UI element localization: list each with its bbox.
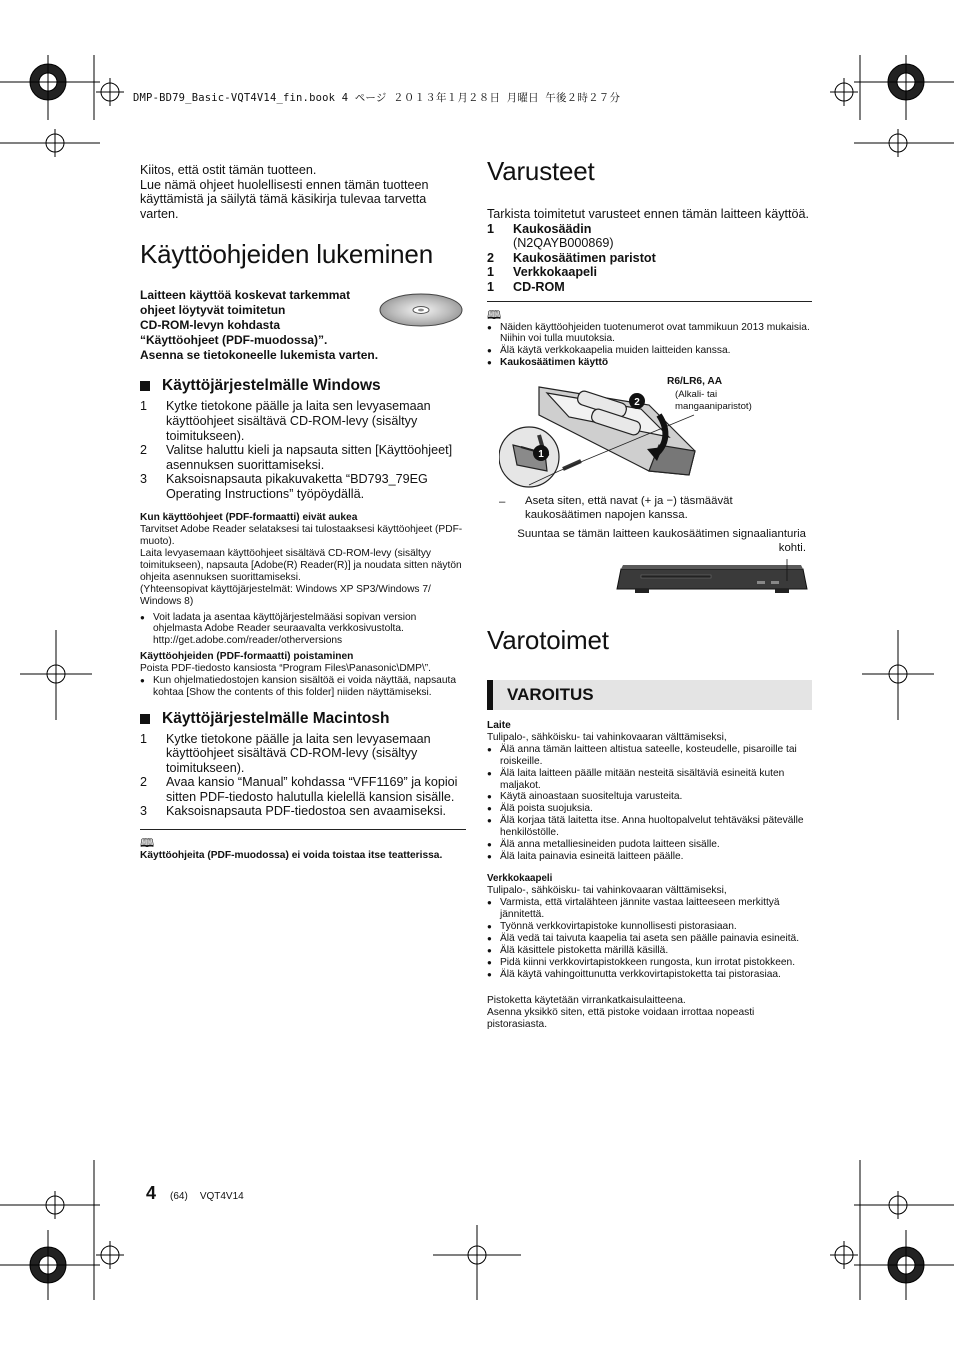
accessory-item <box>487 265 812 280</box>
step-text: Kytke tietokone päälle ja laita sen levyasemaan käyttöohjeet sisältävä CD-ROM-levy (sisältyy toimitukseen). <box>166 731 431 775</box>
bullet-text: Älä poista suojuksia. <box>500 803 593 815</box>
step-1-label: 1 <box>538 449 544 461</box>
bluray-player-icon <box>615 559 809 601</box>
bullet-icon: ● <box>487 851 492 861</box>
step-number: 2 <box>140 775 148 790</box>
open-fail-title: Kun käyttöohjeet (PDF-formaatti) eivät aukea <box>140 511 358 523</box>
mac-steps <box>140 732 466 820</box>
divider <box>140 829 466 830</box>
open-fail-bullets <box>140 612 466 647</box>
list-item <box>487 815 812 839</box>
battery-type: R6/LR6, AA <box>667 376 723 388</box>
warning-band <box>487 680 812 710</box>
windows-steps <box>140 399 466 501</box>
step-number: 1 <box>140 399 148 414</box>
bullet-icon: ● <box>140 675 145 685</box>
cable-bullets <box>487 897 812 981</box>
left-column <box>140 163 466 862</box>
list-item <box>487 921 812 933</box>
list-item <box>487 744 812 768</box>
bullet-text: Älä laita painavia esineitä laitteen päälle. <box>500 850 684 862</box>
bullet-icon: ● <box>487 933 492 943</box>
device-intro: Tulipalo-, sähköisku- tai vahinkovaaran välttämiseksi, <box>487 732 727 744</box>
remove-text: Poista PDF-tiedosto kansiosta “Program Files\Panasonic\DMP\”. <box>140 662 432 674</box>
accessory-name: Kaukosäätimen paristot <box>513 250 656 265</box>
precautions-title: Varotoimet <box>487 625 609 656</box>
bullet-text: Älä vedä tai taivuta kaapelia tai aseta sen päälle painavia esineitä. <box>500 932 800 944</box>
windows-step <box>140 472 466 501</box>
bullet-icon: ● <box>487 957 492 967</box>
bullet-icon: ● <box>487 804 492 814</box>
bullet-text: Käytä ainoastaan suositeltuja varusteita. <box>500 791 683 803</box>
accessory-qty: 1 <box>487 279 495 294</box>
list-item <box>487 345 812 357</box>
lead-line-2: ohjeet löytyvät toimitetun <box>140 303 286 318</box>
bullet-text: Näiden käyttöohjeiden tuotenumerot ovat tammikuun 2013 mukaisia. Niihin voi tulla muutoksia. <box>500 321 810 345</box>
mac-heading-text: Käyttöjärjestelmälle Macintosh <box>162 709 390 727</box>
manual-lead <box>140 288 466 363</box>
bullet-text: Pidä kiinni verkkovirtapistokkeen rungosta, kun irrotat pistokkeen. <box>500 956 796 968</box>
list-item <box>487 357 812 369</box>
mac-step <box>140 775 466 804</box>
bullet-icon: ● <box>487 816 492 826</box>
accessory-item <box>487 251 812 266</box>
list-item <box>487 897 812 921</box>
bullet-icon: ● <box>487 897 492 907</box>
bullet-icon: ● <box>487 792 492 802</box>
bullet-icon: ● <box>487 945 492 955</box>
lead-line-4: “Käyttöohjeet (PDF-muodossa)”. <box>140 333 328 348</box>
heading-square-icon <box>140 381 150 391</box>
device-bullets <box>487 744 812 863</box>
lead-line-5: Asenna se tietokoneelle lukemista varten. <box>140 348 379 363</box>
step-number: 1 <box>140 731 148 746</box>
note-book-icon: 🕮 <box>140 836 155 851</box>
windows-step <box>140 443 466 472</box>
remote-use-title: Kaukosäätimen käyttö <box>500 357 609 369</box>
bullet-text: Älä anna metalliesineiden pudota laitteen sisälle. <box>500 838 720 850</box>
accessory-qty: 2 <box>487 250 495 265</box>
remote-battery-icon <box>499 375 699 489</box>
polarity-note <box>487 495 812 522</box>
mac-step <box>140 732 466 776</box>
aim-note: Suuntaa se tämän laitteen kaukosäätimen signaalianturia kohti. <box>517 528 806 554</box>
bullet-text: Kun ohjelmatiedostojen kansion sisältöä ei voida näyttää, napsauta kohtaa [Show the contents of this folder] niiden näyttämiseksi. <box>153 674 456 698</box>
accessory-notes <box>487 322 812 370</box>
windows-heading <box>140 377 466 395</box>
bullet-icon: ● <box>487 969 492 979</box>
device-title: Laite <box>487 720 511 732</box>
bullet-text: Älä käytä verkkokaapelia muiden laitteiden kanssa. <box>500 345 731 357</box>
step-text: Kytke tietokone päälle ja laita sen levyasemaan käyttöohjeet sisältävä CD-ROM-levy (sisältyy toimitukseen). <box>166 399 431 443</box>
list-item <box>487 933 812 945</box>
accessory-qty: 1 <box>487 221 495 236</box>
accessories-title: Varusteet <box>487 156 595 186</box>
list-item <box>487 803 812 815</box>
bullet-text: Älä korjaa tätä laitetta itse. Anna huoltopalvelut tehtäväksi pätevälle henkilöstölle. <box>500 815 804 839</box>
accessory-name: Kaukosäädin <box>513 221 592 236</box>
step-2-label: 2 <box>634 397 640 409</box>
bullet-text: Älä käsittele pistoketta märillä käsillä. <box>500 944 669 956</box>
accessory-list <box>487 222 812 295</box>
bullet-icon: ● <box>487 346 492 356</box>
warning-bar <box>487 680 493 710</box>
manual-title: Käyttöohjeiden lukeminen <box>140 239 433 270</box>
page-ref: (64) <box>170 1191 188 1202</box>
bullet-icon: ● <box>487 358 492 368</box>
windows-heading-text: Käyttöjärjestelmälle Windows <box>162 377 381 395</box>
bullet-icon: ● <box>487 921 492 931</box>
remove-title: Käyttöohjeiden (PDF-formaatti) poistaminen <box>140 650 354 662</box>
bullet-icon: ● <box>487 839 492 849</box>
cable-intro: Tulipalo-, sähköisku- tai vahinkovaaran välttämiseksi, <box>487 884 727 896</box>
list-item <box>487 768 812 792</box>
step-number: 3 <box>140 804 148 819</box>
list-item <box>140 612 466 647</box>
list-item <box>487 851 812 863</box>
step-text: Valitse haluttu kieli ja napsauta sitten [Käyttöohjeet] asennuksen suorittamiseksi. <box>166 443 453 472</box>
list-item <box>140 675 466 699</box>
bullet-text: Älä käytä vahingoittunutta verkkovirtapistoketta tai pistorasiaa. <box>500 968 781 980</box>
mac-step <box>140 804 466 819</box>
dash-mark: – <box>499 496 506 509</box>
accessories-intro: Tarkista toimitetut varusteet ennen tämän laitteen käyttöä. <box>487 207 810 221</box>
right-column <box>487 156 812 1031</box>
step-number: 2 <box>140 443 148 458</box>
intro-thanks: Kiitos, että ostit tämän tuotteen. <box>140 163 317 177</box>
page-number: 4 <box>146 1183 157 1203</box>
closing-text: Pistoketta käytetään virrankatkaisulaitteena. Asenna yksikkö siten, että pistoke voidaan irrottaa nopeasti pistorasiasta. <box>487 994 755 1030</box>
bullet-text: Voit ladata ja asentaa käyttöjärjestelmääsi sopivan version ohjelmasta Adobe Reader seuraavalta verkkosivustolta. http://get.adobe.com/reader/otherversions <box>153 611 417 647</box>
step-number: 3 <box>140 472 148 487</box>
note-book-icon: 🕮 <box>487 307 502 322</box>
accessory-item <box>487 222 812 251</box>
heading-square-icon <box>140 714 150 724</box>
list-item <box>487 945 812 957</box>
page-footer <box>146 1183 244 1204</box>
document-code: VQT4V14 <box>199 1191 244 1202</box>
list-item <box>487 969 812 981</box>
accessory-qty: 1 <box>487 265 495 280</box>
accessory-name: Verkkokaapeli <box>513 265 598 280</box>
bullet-text: Työnnä verkkovirtapistoke kunnollisesti pistorasiaan. <box>500 920 737 932</box>
step-text: Kaksoisnapsauta pikakuvaketta “BD793_79EG Operating Instructions” työpöydällä. <box>166 472 428 501</box>
list-item <box>487 791 812 803</box>
open-fail-text: Tarvitset Adobe Reader selataksesi tai tulostaaksesi käyttöohjeet (PDF-muoto). Laita levyasemaan käyttöohjeet sisältävä CD-ROM-levy (sisältyy toimitukseen), napsauta [Adobe(R) Reader(R)] ja noudata sitten näytön ohjeita asennuksen suorittamiseksi. (Yhteensopivat käyttöjärjestelmät: Windows XP SP3/Windows 7/ Windows 8) <box>140 523 463 607</box>
warning-label: VAROITUS <box>507 685 594 705</box>
bullet-icon: ● <box>140 612 145 622</box>
lead-line-3: CD-ROM-levyn kohdasta <box>140 318 281 333</box>
bullet-text: Älä anna tämän laitteen altistua sateelle, kosteudelle, pisaroille tai roiskeille. <box>500 744 797 767</box>
list-item <box>487 957 812 969</box>
mac-heading <box>140 710 466 728</box>
cd-rom-icon <box>378 292 464 328</box>
bullet-icon: ● <box>487 745 492 755</box>
cable-title: Verkkokaapeli <box>487 872 553 884</box>
lead-line-1: Laitteen käyttöä koskevat tarkemmat <box>140 288 351 303</box>
bullet-text: Varmista, että virtalähteen jännite vastaa laitteeseen merkittyä jännitettä. <box>500 896 780 920</box>
bullet-icon: ● <box>487 768 492 778</box>
step-text: Kaksoisnapsauta PDF-tiedostoa sen avaamiseksi. <box>166 804 447 819</box>
divider <box>487 301 812 302</box>
bullet-text: Älä laita laitteen päälle mitään nesteitä sisältäviä esineitä kuten maljakot. <box>500 767 785 791</box>
accessory-model: (N2QAYB000869) <box>513 236 614 251</box>
polarity-text: Aseta siten, että navat (+ ja −) täsmäävät kaukosäätimen napojen kanssa. <box>525 495 733 521</box>
battery-type-note: (Alkali- tai mangaaniparistot) <box>675 389 752 412</box>
remove-bullets <box>140 675 466 699</box>
intro-read: Lue nämä ohjeet huolellisesti ennen tämän tuotteen käyttämistä ja säilytä tämä käsikirja tulevaa tarvetta varten. <box>140 177 429 221</box>
list-item <box>487 322 812 346</box>
windows-step <box>140 399 466 443</box>
file-header: DMP-BD79_Basic-VQT4V14_fin.book 4 ページ ２０１３年１月２８日 月曜日 午後２時２７分 <box>133 92 621 104</box>
step-text: Avaa kansio “Manual” kohdassa “VFF1169” ja kopioi sitten PDF-tiedosto halutulla kielellä kansion sisälle. <box>166 775 458 804</box>
bullet-icon: ● <box>487 322 492 332</box>
manual-note: Käyttöohjeita (PDF-muodossa) ei voida toistaa itse teatterissa. <box>140 850 443 862</box>
accessory-name: CD-ROM <box>513 279 565 294</box>
accessory-item <box>487 280 812 295</box>
battery-illustration <box>487 375 812 491</box>
list-item <box>487 839 812 851</box>
